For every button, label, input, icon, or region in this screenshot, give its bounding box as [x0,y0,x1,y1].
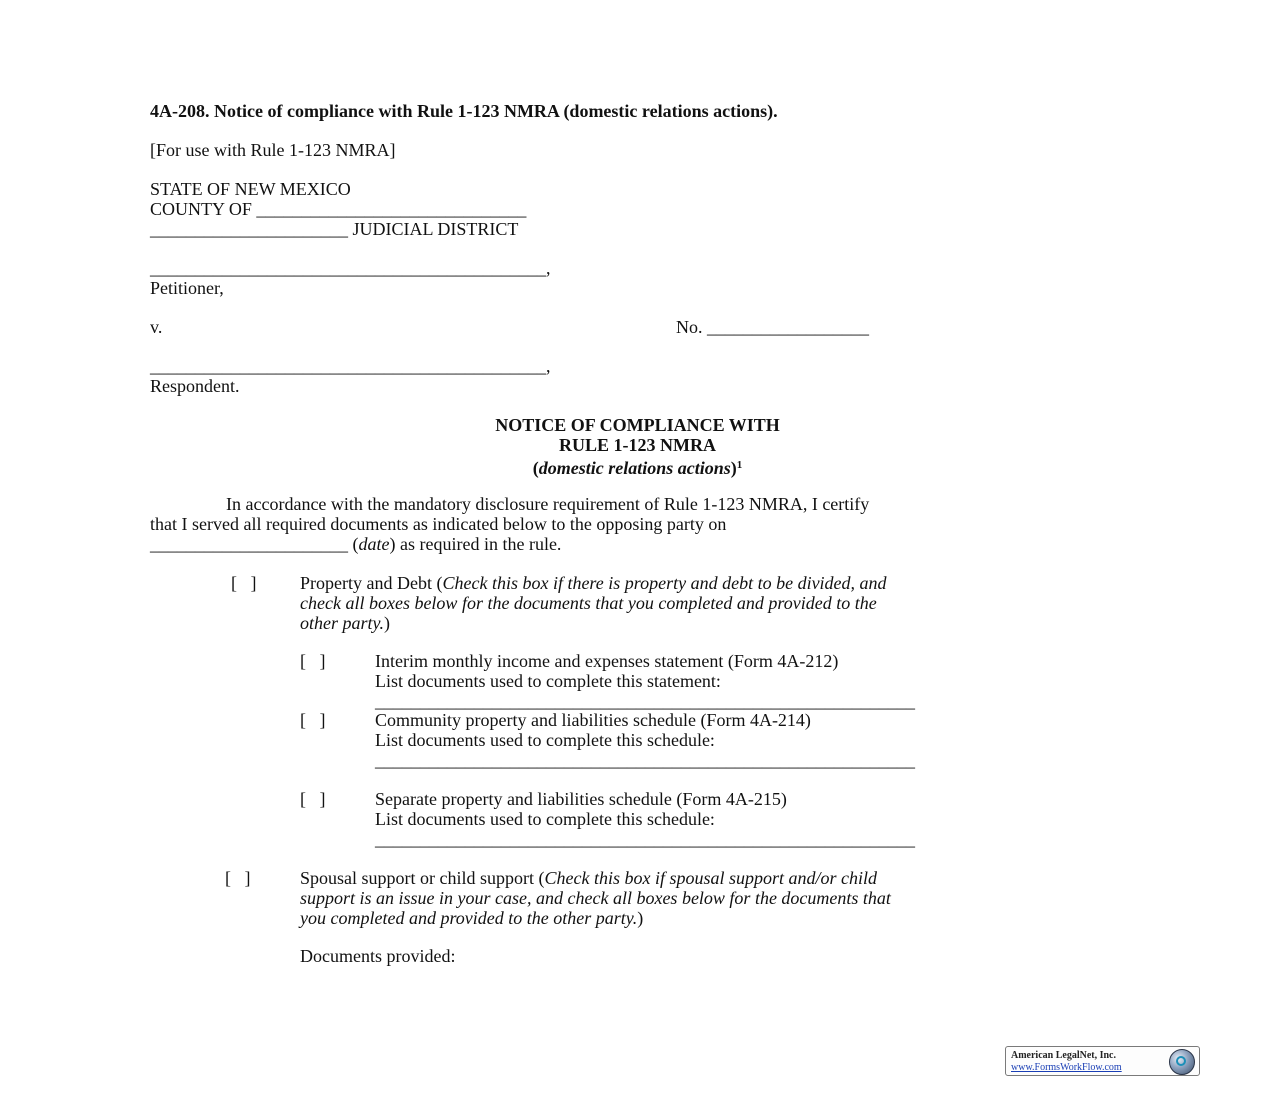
title-line-3: (domestic relations actions)$^1$ [532,458,743,478]
title-line-1: NOTICE OF COMPLIANCE WITH [495,415,780,435]
versus-label: v. [150,317,163,337]
documents-provided-label: Documents provided: [300,946,456,966]
income-expenses-checkbox[interactable]: [ ] [300,651,326,671]
footnote-marker: 1 [736,459,743,471]
district-line: ______________________ JUDICIAL DISTRICT [150,219,519,239]
separate-property-documents-blank[interactable]: ____________________________________________________________ [375,829,915,849]
respondent-name-blank: ____________________________________________, [150,356,551,376]
separate-property-instruction: List documents used to complete this schedule: [375,809,715,829]
community-property-instruction: List documents used to complete this schedule: [375,730,715,750]
globe-icon [1169,1049,1195,1075]
community-property-title: Community property and liabilities schedule (Form 4A-214) [375,710,811,730]
american-legalnet-logo[interactable] [1005,1046,1200,1076]
support-note-line-3: you completed and provided to the other party.) [300,908,644,928]
support-note-line-2: support is an issue in your case, and check all boxes below for the documents that [300,888,891,908]
intro-line-2: that I served all required documents as indicated below to the opposing party on [150,514,727,534]
property-debt-note-line-2: check all boxes below for the documents that you completed and provided to the [300,593,877,613]
separate-property-checkbox[interactable]: [ ] [300,789,326,809]
income-expenses-documents-blank[interactable]: ____________________________________________________________ [375,691,915,711]
logo-url-link[interactable]: www.FormsWorkFlow.com [1011,1062,1122,1073]
separate-property-title: Separate property and liabilities schedule (Form 4A-215) [375,789,787,809]
date-blank: ______________________ ( [150,534,359,554]
community-property-documents-blank[interactable]: ____________________________________________________________ [375,750,915,770]
support-checkbox[interactable]: [ ] [225,868,251,888]
income-expenses-title: Interim monthly income and expenses statement (Form 4A-212) [375,651,839,671]
income-expenses-instruction: List documents used to complete this statement: [375,671,721,691]
petitioner-name-blank: ____________________________________________, [150,258,551,278]
form-heading: 4A-208. Notice of compliance with Rule 1-123 NMRA (domestic relations actions). [150,101,778,121]
county-line: COUNTY OF ______________________________ [150,199,527,219]
intro-line-3: ______________________ (date) as required in the rule. [150,534,562,554]
title-line-2: RULE 1-123 NMRA [559,435,716,455]
community-property-checkbox[interactable]: [ ] [300,710,326,730]
logo-company-name: American LegalNet, Inc. [1011,1050,1116,1061]
support-label: Spousal support or child support (Check this box if spousal support and/or child [300,868,877,888]
property-debt-label: Property and Debt (Check this box if there is property and debt to be divided, and [300,573,887,593]
state-line: STATE OF NEW MEXICO [150,179,351,199]
property-debt-checkbox[interactable]: [ ] [231,573,257,593]
intro-line-1: In accordance with the mandatory disclosure requirement of Rule 1-123 NMRA, I certify [226,494,870,514]
use-note: [For use with Rule 1-123 NMRA] [150,140,396,160]
case-number-line: No. __________________ [676,317,869,337]
petitioner-label: Petitioner, [150,278,224,298]
respondent-label: Respondent. [150,376,240,396]
property-debt-note-line-3: other party.) [300,613,390,633]
